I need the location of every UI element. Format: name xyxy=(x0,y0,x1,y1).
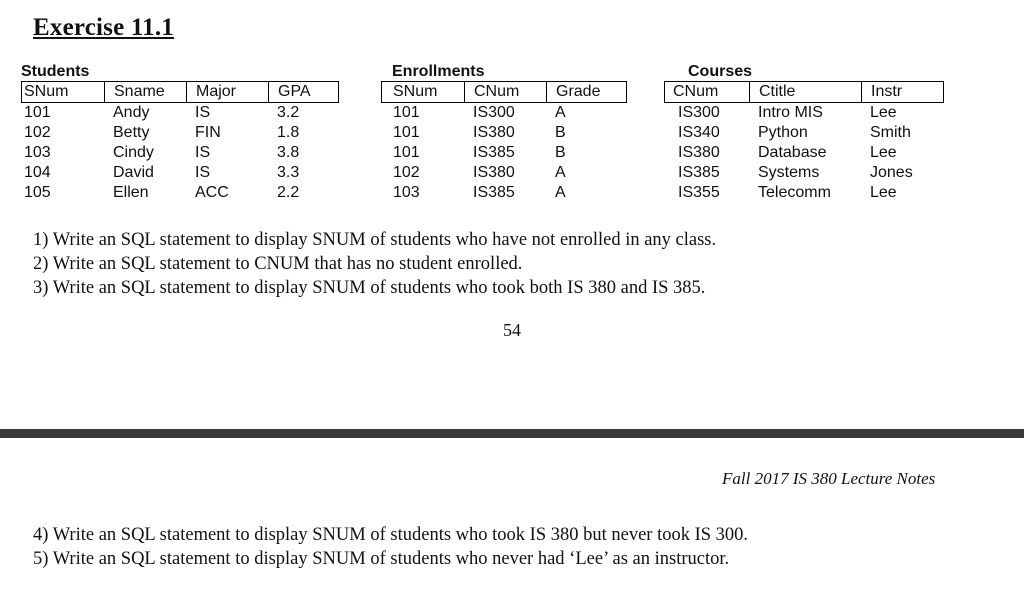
enrollments-table xyxy=(381,62,627,203)
exercise-title: Exercise 11.1 xyxy=(33,14,175,41)
table-cell: 101 xyxy=(393,104,420,121)
table-cell: Jones xyxy=(870,164,913,181)
column-header: Sname xyxy=(104,82,186,102)
table-cell: IS380 xyxy=(473,124,515,141)
table-cell: David xyxy=(113,164,154,181)
table-cell: 103 xyxy=(393,184,420,201)
table-cell: IS355 xyxy=(678,184,720,201)
table-cell: 105 xyxy=(24,184,51,201)
column-header: CNum xyxy=(673,83,719,100)
table-cell: 3.3 xyxy=(277,164,300,181)
question-3: 3) Write an SQL statement to display SNUM of students who took both IS 380 and IS 385. xyxy=(33,278,706,298)
table-row xyxy=(664,103,944,123)
table-cell: Database xyxy=(758,144,827,161)
table-row xyxy=(381,123,627,143)
table-cell: 3.2 xyxy=(277,104,300,121)
column-header: SNum xyxy=(24,83,69,100)
table-cell: IS385 xyxy=(473,144,515,161)
table-row xyxy=(381,183,627,203)
table-row xyxy=(664,183,944,203)
table-cell: A xyxy=(555,184,566,201)
table-cell: FIN xyxy=(195,124,221,141)
table-cell: Smith xyxy=(870,124,911,141)
students-table xyxy=(21,62,339,203)
table-cell: ACC xyxy=(195,184,229,201)
table-header xyxy=(664,81,944,103)
table-header xyxy=(381,81,627,103)
table-cell: 103 xyxy=(24,144,51,161)
table-cell: IS300 xyxy=(473,104,515,121)
table-cell: IS385 xyxy=(473,184,515,201)
table-cell: Lee xyxy=(870,184,897,201)
table-cell: IS xyxy=(195,144,211,161)
column-header: Instr xyxy=(861,82,943,102)
table-cell: Lee xyxy=(870,144,897,161)
table-cell: A xyxy=(555,164,566,181)
table-row xyxy=(21,143,339,163)
table-cell: IS380 xyxy=(473,164,515,181)
table-cell: Lee xyxy=(870,104,897,121)
table-cell: B xyxy=(555,144,566,161)
table-cell: Telecomm xyxy=(758,184,831,201)
table-cell: 2.2 xyxy=(277,184,300,201)
question-5: 5) Write an SQL statement to display SNUM of students who never had ‘Lee’ as an instructor. xyxy=(33,549,730,569)
question-1: 1) Write an SQL statement to display SNUM of students who have not enrolled in any class. xyxy=(33,230,717,250)
table-name: Students xyxy=(21,63,90,80)
courses-table xyxy=(664,62,944,203)
table-cell: Ellen xyxy=(113,184,149,201)
page-number: 54 xyxy=(503,320,521,340)
table-cell: B xyxy=(555,124,566,141)
footer-note: Fall 2017 IS 380 Lecture Notes xyxy=(722,469,936,488)
column-header: Major xyxy=(186,82,268,102)
table-cell: IS385 xyxy=(678,164,720,181)
column-header: Ctitle xyxy=(749,82,861,102)
table-cell: Betty xyxy=(113,124,150,141)
table-row xyxy=(381,103,627,123)
table-cell: Andy xyxy=(113,104,150,121)
table-row xyxy=(21,123,339,143)
table-cell: IS380 xyxy=(678,144,720,161)
table-name: Enrollments xyxy=(392,63,485,80)
table-cell: 101 xyxy=(393,124,420,141)
table-cell: Systems xyxy=(758,164,820,181)
column-header: Grade xyxy=(546,82,626,102)
table-cell: 1.8 xyxy=(277,124,300,141)
table-row xyxy=(21,103,339,123)
table-row xyxy=(381,143,627,163)
table-cell: 101 xyxy=(393,144,420,161)
question-4: 4) Write an SQL statement to display SNUM of students who took IS 380 but never took IS 300. xyxy=(33,525,749,545)
table-cell: Cindy xyxy=(113,144,154,161)
question-2: 2) Write an SQL statement to CNUM that has no student enrolled. xyxy=(33,254,523,274)
table-row xyxy=(381,163,627,183)
table-cell: A xyxy=(555,104,566,121)
table-cell: 101 xyxy=(24,104,51,121)
table-name: Courses xyxy=(688,63,753,80)
column-header: GPA xyxy=(268,82,338,102)
table-cell: Python xyxy=(758,124,808,141)
table-cell: Intro MIS xyxy=(758,104,823,121)
table-cell: 102 xyxy=(393,164,420,181)
table-cell: IS300 xyxy=(678,104,720,121)
table-row xyxy=(664,143,944,163)
table-row xyxy=(21,183,339,203)
column-header: CNum xyxy=(464,82,546,102)
table-header xyxy=(21,81,339,103)
table-cell: IS xyxy=(195,104,211,121)
table-row xyxy=(664,123,944,143)
table-cell: 104 xyxy=(24,164,51,181)
table-row xyxy=(664,163,944,183)
table-cell: IS xyxy=(195,164,211,181)
column-header: SNum xyxy=(393,83,438,100)
page-divider xyxy=(0,429,1024,438)
table-cell: IS340 xyxy=(678,124,720,141)
table-cell: 102 xyxy=(24,124,51,141)
table-cell: 3.8 xyxy=(277,144,300,161)
table-row xyxy=(21,163,339,183)
